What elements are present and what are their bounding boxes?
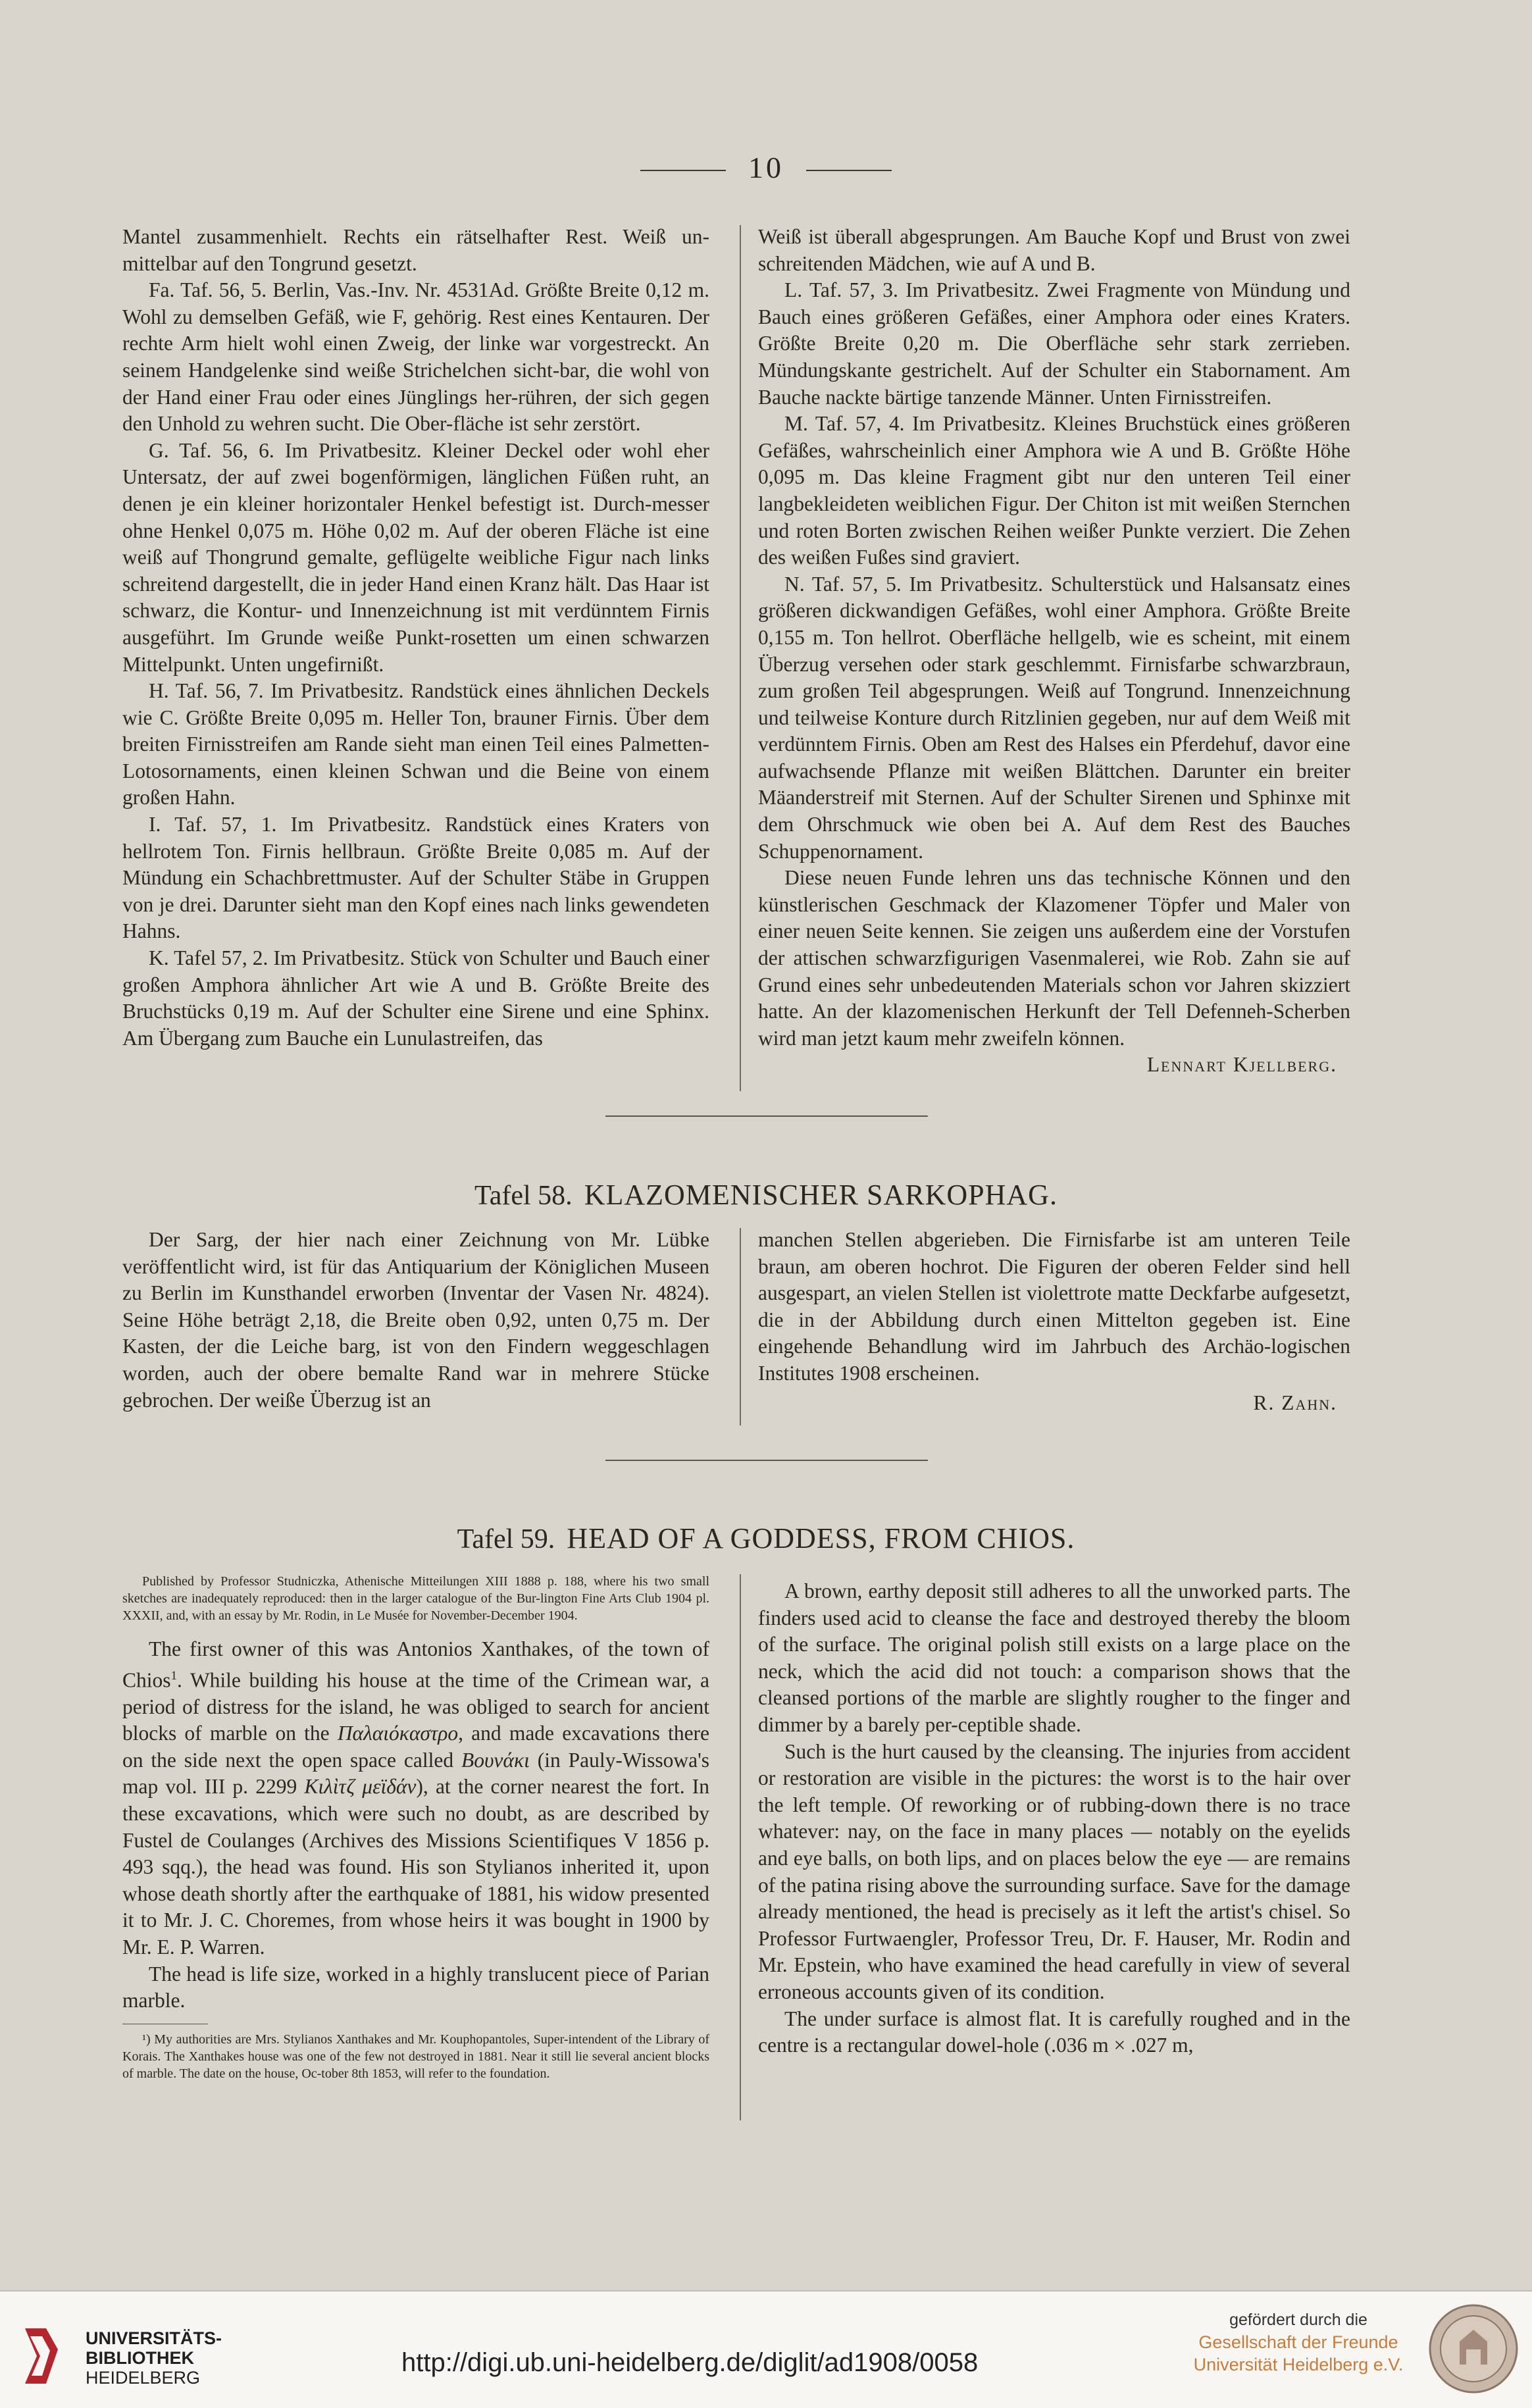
page-number: 10 xyxy=(0,150,1532,185)
paragraph-material: The head is life size, worked in a highly translucent piece of Parian marble. xyxy=(122,1962,709,2012)
section-heading-59 xyxy=(0,1522,1532,1555)
paragraph-injuries: Such is the hurt caused by the cleansing. The injuries from accident or restoration are visible in the pictures: the worst is to the hair over the left temple. Of reworking or of rubbing-down there is no trace whatever: nay, on the face in many places — notably on the eyelids and eye balls, on both lips, and on places below the eye — are remains of the patina rising above the surrounding surface. Save for the damage already mentioned, the head is precisely as it left the artist's chisel. So Professor Furtwaengler, Professor Treu, Dr. F. Hauser, Mr. Rodin and Mr. Epstein, who have examined the head carefully in view of several erroneous accounts given of its condition. xyxy=(758,1739,1350,2003)
column-left-top xyxy=(122,224,709,1052)
footer-bar xyxy=(0,2290,1532,2408)
paragraph: manchen Stellen abgerieben. Die Firnisfarbe ist am unteren Teile braun, am oberen hochrot. Die Figuren der oberen Felder sind hell ausgespart, an vielen Stellen ist violettrote matte Deckfarbe aufgesetzt, die in der Abbildung durch einen Mittelton gegeben ist. Eine eingehende Behandlung wird im Jahrbuch des Archäo-logischen Institutes 1908 erscheinen. xyxy=(758,1228,1350,1385)
paragraph-under-surface: The under surface is almost flat. It is carefully roughed and in the centre is a rectangular dowel-hole (.036 m × .027 m, xyxy=(758,2007,1350,2057)
section-heading-58 xyxy=(0,1178,1532,1212)
paragraph-deposit: A brown, earthy deposit still adheres to all the unworked parts. The finders used acid to cleanse the face and destroyed thereby the bloom of the surface. The original polish still exists on a large place on the neck, which the acid did not touch: a comparison shows that the cleansed portions of the marble are slightly rougher to the finger and dimmer by a barely per-ceptible shade. xyxy=(758,1579,1350,1736)
paragraph-provenance: The first owner of this was Antonios Xanthakes, of the town of Chios$^1$. While building his house at the time of the Crimean war, a period of distress for the island, he was obliged to search for ancient blocks of marble on the Παλαιόκαστρο, and made excavations there on the side next the open space called Βουνάκι (in Pauly-Wissowa's map vol. III p. 2299 Κιλὶτζ μεϊδάν), at the corner nearest the fort. In these excavations, which were such no doubt, as are described by Fustel de Coulanges (Archives des Missions Scientifiques V 1856 p. 493 sqq.), the head was found. His son Stylianos inherited it, upon whose death shortly after the earthquake of 1881, his widow presented it to Mr. J. C. Choremes, from whose heirs it was bought in 1900 by Mr. E. P. Warren. xyxy=(122,1637,710,1959)
tafel-label: Tafel 58. xyxy=(474,1181,573,1211)
column-left-58 xyxy=(122,1227,709,1414)
paragraph-m: M. Taf. 57, 4. Im Privatbesitz. Kleines Bruchstück eines größeren Gefäßes, wahrscheinlich einer Amphora wie A und B. Größte Höhe 0,095 m. Das kleine Fragment gibt nur den unteren Teil einer langbekleideten weiblichen Figur. Der Chiton ist mit weißen Sternchen und roten Borten zwischen Reihen weißer Punkte verziert. Die Zehen des weißen Fußes sind graviert. xyxy=(758,412,1350,569)
column-left-59 xyxy=(122,1573,709,2082)
paragraph-l: L. Taf. 57, 3. Im Privatbesitz. Zwei Fragmente von Mündung und Bauch eines größeren Gefäßes, einer Amphora oder eines Kraters. Größte Breite 0,20 m. Die Oberfläche sehr stark zerrieben. Mündungskante gestrichelt. Auf der Schulter ein Stabornament. Am Bauche nackte bärtige tanzende Männer. Unten Firnisstreifen. xyxy=(758,278,1350,409)
footnote-rule xyxy=(122,2024,208,2025)
column-right-58 xyxy=(758,1227,1350,1416)
paragraph-n: N. Taf. 57, 5. Im Privatbesitz. Schulterstück und Halsansatz eines größeren dickwandigen Gefäßes, wohl einer Amphora. Größte Breite 0,155 m. Ton hellrot. Oberfläche hellgelb, wie es scheint, mit einem Überzug versehen oder stark geschlemmt. Firnisfarbe schwarzbraun, zum großen Teil abgesprungen. Weiß auf Tongrund. Innenzeichnung und teilweise Konture durch Ritzlinien gegeben, nur auf dem Weiß mit verdünntem Firnis. Oben am Rest des Halses ein Pferdehuf, davor eine aufwachsende Pflanze mit weißen Blättchen. Darunter ein breiter Mäanderstreif mit Sternen. Auf der Schulter Sirenen und Sphinxe mit dem Ohrschmuck wie oben bei A. Auf dem Rest des Bauches Schuppenornament. xyxy=(758,572,1350,863)
paragraph-h: H. Taf. 56, 7. Im Privatbesitz. Randstück eines ähnlichen Deckels wie C. Größte Breite 0,095 m. Heller Ton, brauner Firnis. Über dem breiten Firnisstreifen am Rande sieht man einen Teil eines Palmetten-Lotosornaments, einen kleinen Schwan und die Beine von einem großen Hahn. xyxy=(122,679,709,809)
paragraph: Der Sarg, der hier nach einer Zeichnung von Mr. Lübke veröffentlicht wird, ist für das Antiquarium der Königlichen Museen zu Berlin im Kunsthandel erworben (Inventar der Vasen Nr. 4824). Seine Höhe beträgt 2,18, die Breite oben 0,92, unten 0,75 m. Der Kasten, der die Leiche barg, ist von den Findern weggeschlagen worden, auch der obere bemalte Rand war in mehrere Stücke gebrochen. Der weiße Überzug ist an xyxy=(122,1228,709,1412)
tafel-label: Tafel 59. xyxy=(457,1524,555,1554)
publication-note-text: Published by Professor Studniczka, Athenische Mitteilungen XIII 1888 p. 188, where his two small sketches are inadequately reproduced: then in the larger catalogue of the Bur-lington Fine Arts Club 1904 pl. XXXII, and, with an essay by Mr. Rodin, in Le Musée for November-December 1904. xyxy=(122,1574,709,1623)
paragraph: Weiß ist überall abgesprungen. Am Bauche Kopf und Brust von zwei schreitenden Mädchen, wie auf A und B. xyxy=(758,225,1350,275)
permalink-url[interactable]: http://digi.ub.uni-heidelberg.de/diglit/ad1908/0058 xyxy=(401,2348,979,2377)
column-divider xyxy=(740,225,741,1091)
section-divider xyxy=(605,1115,928,1117)
section-title: HEAD OF A GODDESS, FROM CHIOS. xyxy=(567,1522,1075,1554)
footnote-ref: 1 xyxy=(170,1668,178,1683)
section-title: KLAZOMENISCHER SARKOPHAG. xyxy=(584,1179,1058,1211)
paragraph-i: I. Taf. 57, 1. Im Privatbesitz. Randstück eines Kraters von hellrotem Ton. Firnis hellbraun. Größte Breite 0,085 m. Auf der Mündung ein Schachbrettmuster. Auf der Schulter Stäbe in Gruppen von je drei. Darunter sieht man den Kopf eines nach links gewendeten Hahns. xyxy=(122,813,709,943)
publication-note xyxy=(122,1573,709,1624)
column-right-59 xyxy=(758,1578,1350,2059)
section-divider xyxy=(605,1460,928,1461)
column-divider xyxy=(740,1228,741,1425)
greek-text: Βουνάκι xyxy=(461,1748,530,1772)
society-seal-icon xyxy=(1427,2302,1520,2395)
author-signature: R. Zahn. xyxy=(1253,1391,1337,1414)
paragraph-k: K. Tafel 57, 2. Im Privatbesitz. Stück von Schulter und Bauch einer großen Amphora ähnlicher Art wie A und B. Größte Breite des Bruchstücks 0,19 m. Auf der Schulter eine Sirene und eine Sphinx. Am Übergang zum Bauche ein Lunulastreifen, das xyxy=(122,946,709,1050)
paragraph: Mantel zusammenhielt. Rechts ein rätselhafter Rest. Weiß un-mittelbar auf den Tongrund gesetzt. xyxy=(122,225,709,275)
university-library-name: UNIVERSITÄTS- BIBLIOTHEK HEIDELBERG xyxy=(86,2328,222,2388)
university-library-logo-icon xyxy=(18,2323,64,2389)
paragraph-conclusion: Diese neuen Funde lehren uns das technische Können und den künstlerischen Geschmack der Klazomener Töpfer und Maler von einer neuen Seite kennen. Sie zeigen uns außerdem eine der Vorstufen der attischen schwarzfigurigen Vasenmalerei, wie Rob. Zahn sie auf Grund eines sehr unbedeutenden Materials schon vor Jahren skizziert hatte. An der klazomenischen Herkunft der Tell Defenneh-Scherben wird man jetzt kaum mehr zweifeln können. xyxy=(758,866,1350,1050)
footnote xyxy=(122,2031,709,2082)
greek-text: Παλαιόκαστρο xyxy=(337,1722,459,1745)
sponsor-credit: gefördert durch die Gesellschaft der Freunde Universität Heidelberg e.V. xyxy=(1193,2311,1404,2374)
author-signature: Lennart Kjellberg. xyxy=(1146,1053,1337,1077)
paragraph-g: G. Taf. 56, 6. Im Privatbesitz. Kleiner Deckel oder wohl eher Untersatz, der auf zwei bogenförmigen, länglichen Füßen ruht, an denen je ein kleiner horizontaler Henkel befestigt ist. Durch-messer ohne Henkel 0,075 m. Höhe 0,02 m. Auf der oberen Fläche ist eine weiß auf Thongrund gemalte, geflügelte weibliche Figur nach links schreitend dargestellt, die in jeder Hand einen Kranz hält. Das Haar ist schwarz, die Kontur- und Innenzeichnung ist mit verdünntem Firnis ausgeführt. Im Grunde weiße Punkt-rosetten um einen schwarzen Mittelpunkt. Unten ungefirnißt. xyxy=(122,438,709,676)
greek-text: Κιλὶτζ μεϊδάν xyxy=(304,1775,417,1799)
column-right-top xyxy=(758,224,1350,1079)
footnote-text: ¹) My authorities are Mrs. Stylianos Xanthakes and Mr. Kouphopantoles, Super-intendent of the Library of Korais. The Xanthakes house was one of the few not destroyed in 1881. Near it still lie several ancient blocks of marble. The date on the house, Oc-tober 8th 1853, will refer to the foundation. xyxy=(122,2032,709,2082)
paragraph-fa: Fa. Taf. 56, 5. Berlin, Vas.-Inv. Nr. 4531Ad. Größte Breite 0,12 m. Wohl zu demselben Gefäß, wie F, gehörig. Rest eines Kentauren. Der rechte Arm hielt wohl einen Zweig, der linke war vorgestreckt. An seinem Handgelenke sind weiße Strichelchen sicht-bar, die wohl von der Hand einer Frau oder eines Jünglings her-rühren, der sich gegen den Unhold zu wehren sucht. Die Ober-fläche ist sehr zerstört. xyxy=(122,278,709,436)
column-divider xyxy=(740,1574,741,2120)
